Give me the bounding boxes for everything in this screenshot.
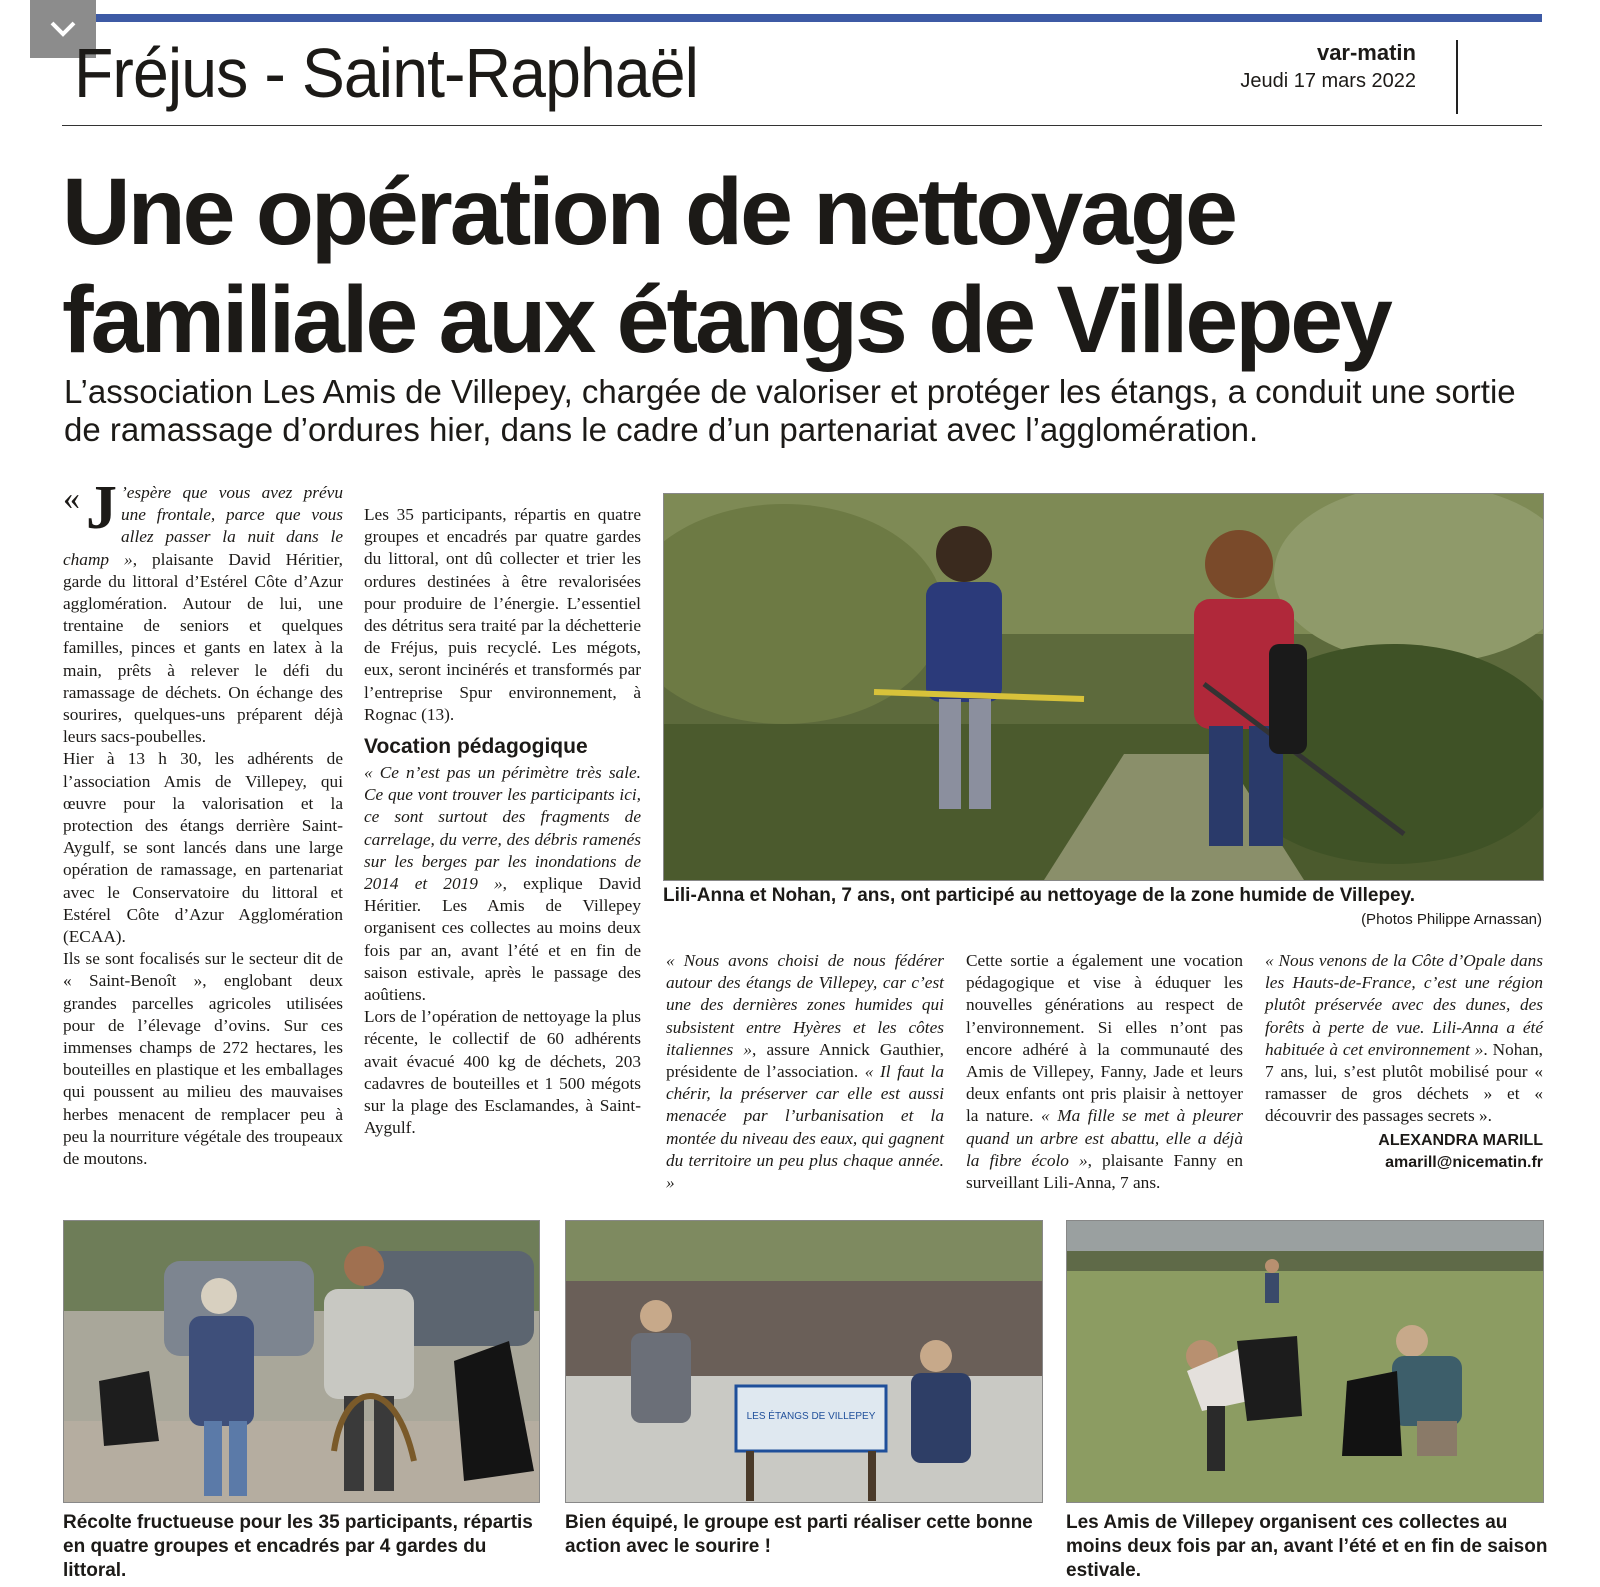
- photo-c-caption: Les Amis de Villepey organisent ces collectes au moins deux fois par an, avant l’été et en fin de saison estivale.: [1066, 1512, 1548, 1581]
- masthead: [1240, 40, 1416, 96]
- quote-fanny: « Ma fille se met à pleurer quand un arbre est abattu, elle a déjà la fibre écolo »: [966, 1106, 1243, 1170]
- headline: [62, 158, 1552, 374]
- paragraph-7b-text-2: , plaisante Fanny en surveillant Lili-Anna, 7 ans.: [966, 1150, 1243, 1193]
- article-column-3: [666, 950, 944, 1194]
- article-column-4: [966, 950, 1243, 1194]
- subhead: L’association Les Amis de Villepey, chargée de valoriser et protéger les étangs, a conduit une sortie de ramassage d’ordures hier, dans le cadre d’un partenariat avec l’agglomération.: [64, 373, 1516, 448]
- paragraph-4: Les 35 participants, répartis en quatre groupes et encadrés par quatre gardes du littoral, ont dû collecter et trier les ordures destinées à être revalorisées pour produire de l’énergie. L’essentiel des détritus sera traité par la déchetterie de Fréjus, puis recyclé. Les mégots, eux, seront incinérés et transformés par l’entreprise Spur environnement, à Rognac (13).: [364, 505, 641, 724]
- author-name: ALEXANDRA MARILL: [1378, 1131, 1543, 1149]
- quote-gauthier: « Nous avons choisi de nous fédérer autour des étangs de Villepey, car c’est une des dernières zones humides qui subsistent entre Hyères et les côtes italiennes »: [666, 951, 944, 1059]
- article-column-2: [364, 482, 641, 1139]
- intertitle: Vocation pédagogique: [364, 735, 588, 759]
- paragraph-6: Lors de l’opération de nettoyage la plus récente, le collectif de 60 adhérents avait évacué 400 kg de déchets, 203 cadavres de bouteilles et 1 500 mégots sur la plage des Esclamandes, à Saint-Aygulf.: [364, 1007, 641, 1138]
- author-email: amarill@nicematin.fr: [1385, 1153, 1543, 1171]
- dropcap: J: [86, 474, 117, 542]
- photo-volunteers-parking: [63, 1220, 540, 1503]
- newspaper-name: var-matin: [1316, 40, 1416, 65]
- opening-quote: «: [63, 480, 80, 517]
- lead-text: , plaisante David Héritier, garde du littoral d’Estérel Côte d’Azur agglomération. Autour de lui, une trentaine de seniors et quelques familles, pinces et gants en latex à la main, prêts à relever le défi du ramassage de déchets. On échange des sourires, quelques-uns préparent déjà leurs sacs-poubelles.: [63, 549, 343, 747]
- paragraph-7c: [1265, 950, 1543, 1128]
- paragraph-7c-text: . Nohan, 7 ans, lui, s’est plutôt mobilisé pour « ramasser de gros déchets » et « découvrir des passages secrets ».: [1265, 1039, 1543, 1126]
- lead-paragraph: [63, 474, 343, 748]
- paragraph-3: Ils se sont focalisés sur le secteur dit de « Saint-Benoît », englobant deux grandes parcelles agricoles utilisées pour de l’élevage d’ovins. Sur ces immenses champs de 272 hectares, les bouteilles en plastique et les emballages qui poussent au milieu des mauvaises herbes menacent de remplacer peu à peu la nourriture végétale des troupeaux de moutons.: [63, 949, 343, 1169]
- photo-credit: (Photos Philippe Arnassan): [1361, 911, 1542, 928]
- masthead-divider: [1456, 40, 1458, 114]
- paragraph-2: Hier à 13 h 30, les adhérents de l’association Amis de Villepey, qui œuvre pour la valorisation et la protection des étangs derrière Saint-Aygulf, se sont lancés dans une large opération de ramassage, en partenariat avec le Conservatoire du littoral et Estérel Côte d’Azur Agglomération (ECAA).: [63, 749, 343, 947]
- paragraph-7b-text: Cette sortie a également une vocation pédagogique et vise à éduquer les nouvelles générations au respect de l’environnement. Si elles n’ont pas encore adhéré à la communauté des Amis de Villepey, Fanny, Jade et leurs deux enfants ont pris plaisir à nettoyer la nature.: [966, 951, 1243, 1126]
- header-rule: [62, 125, 1542, 126]
- article-column-5: [1265, 950, 1543, 1174]
- quote-heritier: « Ce n’est pas un périmètre très sale. Ce que vont trouver les participants ici, ce sont surtout des fragments de carrelage, du verre, des débris ramenés sur les berges par les inondations de 2014 et 2019 »: [364, 763, 641, 894]
- quote-gauthier-2: « Il faut la chérir, la préserver car elle est aussi menacée par l’urbanisation et la montée du niveau des eaux, qui gagnent du territoire un peu plus chaque année. »: [666, 1062, 944, 1193]
- paragraph-7a-text: , assure Annick Gauthier, présidente de l’association.: [666, 1039, 944, 1082]
- sign-text: LES ÉTANGS DE VILLEPEY: [746, 1411, 876, 1422]
- paragraph-5: [364, 762, 641, 1006]
- lead-quote: ’espère que vous avez prévu une frontale, parce que vous allez passer la nuit dans le champ »: [63, 483, 343, 569]
- section-title: Fréjus - Saint-Raphaël: [74, 34, 699, 112]
- paragraph-5-text: , explique David Héritier. Les Amis de Villepey organisent ces collectes au moins deux fois par an, avant l’été et en fin de saison estivale, après le passage des aoûtiens.: [364, 874, 641, 1005]
- photo-field-collection: [1066, 1220, 1544, 1503]
- photo-group-sign: [565, 1220, 1043, 1503]
- photo-children-cleaning: [663, 493, 1544, 881]
- issue-date: Jeudi 17 mars 2022: [1240, 70, 1416, 92]
- photo-b-caption: Bien équipé, le groupe est parti réaliser cette bonne action avec le sourire !: [565, 1512, 1033, 1557]
- paragraph-7a: [666, 950, 944, 1194]
- headline-line-1: Une opération de nettoyage: [62, 159, 1236, 265]
- top-accent-bar: [62, 14, 1542, 22]
- paragraph-7b: [966, 950, 1243, 1194]
- quote-fanny-2: « Nous venons de la Côte d’Opale dans les Hauts-de-France, c’est une région plutôt préservée avec des dunes, des forêts à perte de vue. Lili-Anna a été habituée à cet environnement »: [1265, 951, 1543, 1059]
- headline-line-2: familiale aux étangs de Villepey: [62, 267, 1390, 373]
- article-column-1: [63, 474, 343, 1170]
- main-photo-caption: Lili-Anna et Nohan, 7 ans, ont participé au nettoyage de la zone humide de Villepey.: [663, 885, 1416, 906]
- photo-a-caption: Récolte fructueuse pour les 35 participants, répartis en quatre groupes et encadrés par 4 gardes du littoral.: [63, 1512, 533, 1581]
